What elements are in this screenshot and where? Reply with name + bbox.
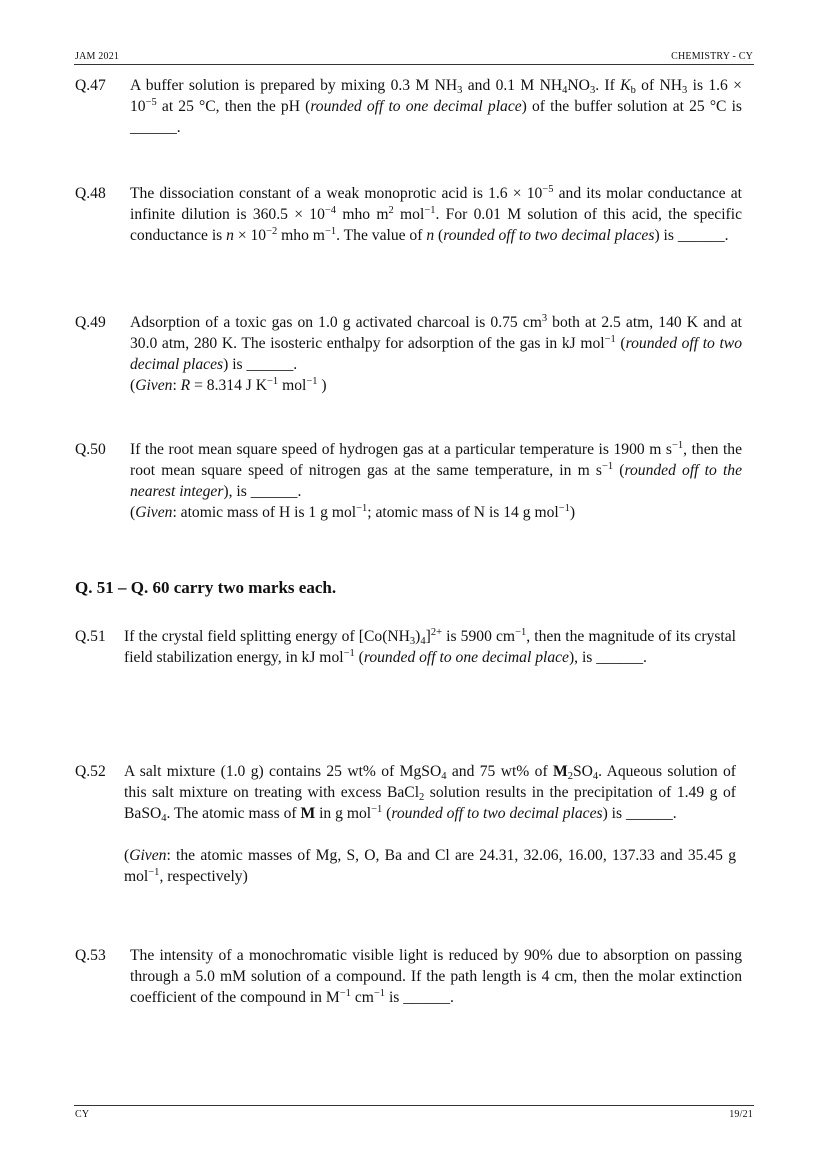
page-number: 19/21 bbox=[729, 1109, 753, 1120]
text-run: Adsorption of a toxic gas on 1.0 g activated charcoal is 0.75 cm bbox=[130, 314, 542, 331]
question-given bbox=[124, 845, 736, 887]
superscript: −1 bbox=[371, 804, 383, 815]
superscript: −1 bbox=[671, 440, 684, 451]
superscript: −5 bbox=[542, 184, 554, 195]
superscript: −1 bbox=[339, 988, 351, 999]
text-run: ), is ______. bbox=[223, 483, 302, 500]
bold-text: M bbox=[553, 763, 568, 780]
text-run: ( bbox=[354, 649, 364, 666]
subscript: 4 bbox=[161, 813, 167, 824]
superscript: −1 bbox=[601, 461, 614, 472]
text-run: : the atomic masses of Mg, S, O, Ba and Cl are 24.31, 32.06, 16.00, 137.33 and 35.45 g mol bbox=[124, 847, 736, 885]
text-run: is 1.6 × 10 bbox=[130, 77, 742, 115]
text-run: , respectively) bbox=[159, 868, 248, 885]
superscript: −1 bbox=[267, 376, 279, 387]
text-run: mol bbox=[278, 377, 307, 394]
italic-text: n bbox=[226, 227, 234, 244]
question-given bbox=[130, 375, 742, 396]
text-run: ] bbox=[425, 628, 431, 645]
text-run: The intensity of a monochromatic visible light is reduced by 90% due to absorption on passing through a 5.0 mM solution of a compound. If the path length is 4 cm, then the molar extinction coefficient of the compound in M bbox=[130, 947, 742, 1006]
text-run: ( bbox=[130, 377, 136, 394]
italic-text: rounded off to one decimal place bbox=[310, 98, 522, 115]
italic-text: rounded off to two decimal places bbox=[443, 227, 655, 244]
text-run: . If bbox=[595, 77, 621, 94]
text-run: SO bbox=[572, 763, 593, 780]
italic-text: rounded off to one decimal place bbox=[363, 649, 569, 666]
text-run: . Aqueous solution of this salt mixture on treating with excess BaCl bbox=[124, 763, 736, 801]
text-run: = 8.314 J K bbox=[190, 377, 268, 394]
superscript: −5 bbox=[145, 97, 157, 108]
text-run: If the crystal field splitting energy of [Co(NH bbox=[124, 628, 410, 645]
text-run: . The atomic mass of bbox=[166, 805, 301, 822]
header-exam-name: JAM 2021 bbox=[75, 51, 120, 62]
text-run: The dissociation constant of a weak monoprotic acid is 1.6 × 10 bbox=[130, 185, 543, 202]
question-text bbox=[130, 183, 742, 246]
text-run: ( bbox=[613, 462, 625, 479]
italic-text: R bbox=[180, 377, 191, 394]
text-run: and 75 wt% of bbox=[446, 763, 554, 780]
subscript: 4 bbox=[420, 636, 426, 647]
subscript: 3 bbox=[589, 85, 596, 96]
superscript: −2 bbox=[266, 226, 278, 237]
italic-text: Given bbox=[135, 504, 173, 521]
question-number: Q.47 bbox=[75, 77, 106, 94]
superscript: −1 bbox=[604, 334, 616, 345]
text-run: solution results in the precipitation of 1.49 g of BaSO bbox=[124, 784, 736, 822]
question-text bbox=[130, 439, 742, 502]
text-run: ) is ______. bbox=[654, 227, 729, 244]
subscript: b bbox=[630, 85, 636, 96]
italic-text: K bbox=[620, 77, 631, 94]
bold-text: M bbox=[300, 805, 316, 822]
question-text bbox=[124, 626, 736, 668]
text-run: ) is ______. bbox=[223, 356, 298, 373]
text-run: ( bbox=[615, 335, 626, 352]
superscript: 2+ bbox=[430, 627, 442, 638]
italic-text: Given bbox=[135, 377, 173, 394]
header-subject: CHEMISTRY - CY bbox=[671, 51, 753, 62]
question-number: Q.52 bbox=[75, 763, 106, 780]
text-run: ), is ______. bbox=[568, 649, 647, 666]
italic-text: rounded off to two decimal places bbox=[130, 335, 743, 373]
subscript: 4 bbox=[441, 771, 447, 782]
text-run: cm bbox=[350, 989, 374, 1006]
subscript: 2 bbox=[419, 792, 425, 803]
text-run: both at 2.5 atm, 140 K and at 30.0 atm, 280 K. The isosteric enthalpy for adsorption of the gas in kJ mol bbox=[130, 314, 742, 352]
text-run: A buffer solution is prepared by mixing 0.3 M NH bbox=[130, 77, 458, 94]
question-number: Q.51 bbox=[75, 628, 106, 645]
superscript: −1 bbox=[356, 503, 368, 514]
text-run: . For 0.01 M solution of this acid, the specific conductance is bbox=[130, 206, 742, 244]
text-run: and 0.1 M NH bbox=[462, 77, 563, 94]
superscript: −1 bbox=[424, 205, 436, 216]
question-number: Q.53 bbox=[75, 947, 106, 964]
section-heading: Q. 51 – Q. 60 carry two marks each. bbox=[75, 578, 337, 597]
superscript: −1 bbox=[373, 988, 386, 999]
question-number: Q.48 bbox=[75, 185, 106, 202]
text-run: ( bbox=[434, 227, 444, 244]
text-run: mol bbox=[393, 206, 425, 223]
text-run: at 25 °C, then the pH ( bbox=[156, 98, 311, 115]
subscript: 4 bbox=[562, 85, 568, 96]
italic-text: rounded off to the nearest integer bbox=[130, 462, 743, 500]
superscript: 2 bbox=[388, 205, 394, 216]
subscript: 3 bbox=[682, 85, 688, 96]
text-run: ( bbox=[382, 805, 392, 822]
text-run: and its molar conductance at infinite dilution is 360.5 × 10 bbox=[130, 185, 743, 223]
text-run: : bbox=[172, 377, 181, 394]
text-run: × 10 bbox=[233, 227, 267, 244]
subscript: 4 bbox=[592, 771, 599, 782]
superscript: −1 bbox=[324, 226, 337, 237]
question-number: Q.50 bbox=[75, 441, 106, 458]
question-number: Q.49 bbox=[75, 314, 106, 331]
text-run: ) bbox=[317, 377, 327, 394]
superscript: −1 bbox=[343, 648, 355, 659]
question-text bbox=[130, 312, 742, 375]
question-given bbox=[130, 502, 742, 523]
subscript: 2 bbox=[567, 771, 573, 782]
text-run: ( bbox=[124, 847, 130, 864]
italic-text: n bbox=[426, 227, 435, 244]
text-run: ) bbox=[415, 628, 421, 645]
footer-paper-code: CY bbox=[75, 1109, 90, 1120]
text-run: ; atomic mass of N is 14 g mol bbox=[367, 504, 559, 521]
text-run: ( bbox=[130, 504, 136, 521]
text-run: is ______. bbox=[385, 989, 454, 1006]
text-run: ) of the buffer solution at 25 °C is ______. bbox=[130, 98, 743, 136]
superscript: −1 bbox=[558, 503, 570, 514]
text-run: mho m bbox=[336, 206, 389, 223]
text-run: in g mol bbox=[315, 805, 372, 822]
text-run: A salt mixture (1.0 g) contains 25 wt% of MgSO bbox=[124, 763, 442, 780]
header-divider bbox=[74, 64, 754, 65]
text-run: : atomic mass of H is 1 g mol bbox=[172, 504, 357, 521]
footer-divider bbox=[74, 1105, 754, 1106]
text-run: NO bbox=[567, 77, 590, 94]
superscript: −1 bbox=[515, 627, 527, 638]
superscript: 3 bbox=[541, 313, 548, 324]
text-run: , then the root mean square speed of nitrogen gas at the same temperature, in m s bbox=[130, 441, 743, 479]
superscript: −4 bbox=[324, 205, 337, 216]
text-run: ) is ______. bbox=[602, 805, 677, 822]
italic-text: rounded off to two decimal places bbox=[391, 805, 603, 822]
subscript: 3 bbox=[457, 85, 463, 96]
superscript: −1 bbox=[148, 867, 160, 878]
text-run: If the root mean square speed of hydrogen gas at a particular temperature is 1900 m s bbox=[130, 441, 672, 458]
text-run: , then the magnitude of its crystal field stabilization energy, in kJ mol bbox=[124, 628, 736, 666]
superscript: −1 bbox=[306, 376, 318, 387]
text-run: ) bbox=[569, 504, 576, 521]
question-text bbox=[130, 75, 742, 138]
text-run: of NH bbox=[635, 77, 683, 94]
subscript: 3 bbox=[409, 636, 416, 647]
question-text bbox=[124, 761, 736, 824]
text-run: . The value of bbox=[336, 227, 427, 244]
question-text bbox=[130, 945, 742, 1008]
text-run: is 5900 cm bbox=[442, 628, 516, 645]
text-run: mho m bbox=[277, 227, 325, 244]
italic-text: Given bbox=[129, 847, 167, 864]
